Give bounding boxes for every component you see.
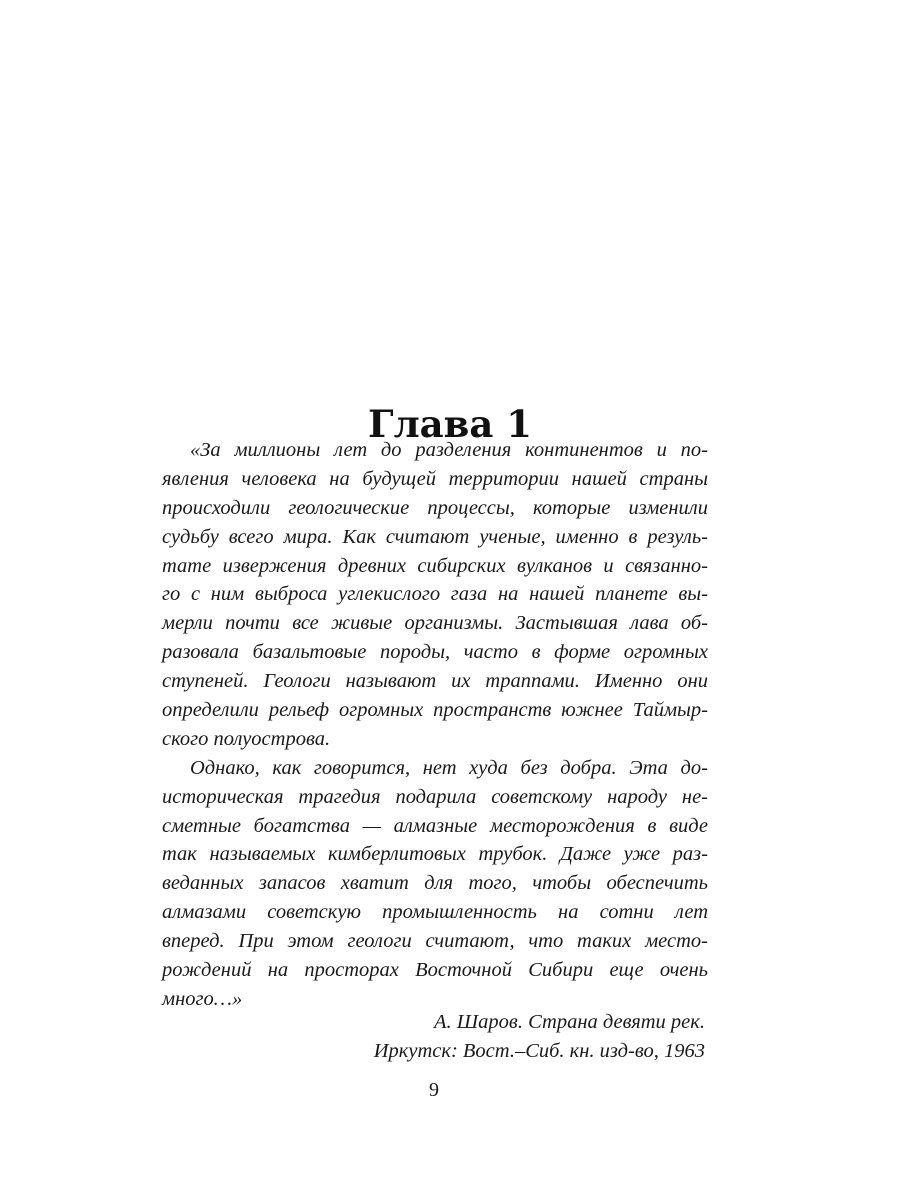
- attribution-author-work: А. Шаров. Страна девяти рек.: [434, 1011, 705, 1033]
- epigraph-paragraph-2: [162, 754, 708, 1014]
- epigraph-line: разовала базальтовые породы, часто в форме огромных: [162, 641, 708, 664]
- epigraph-line: ского полуострова.: [162, 727, 331, 750]
- epigraph-line: происходили геологические процессы, которые изменили: [162, 496, 708, 519]
- epigraph-line: алмазами советскую промышленность на сотни лет: [162, 901, 708, 924]
- epigraph-line: определили рельеф огромных пространств южнее Таймыр-: [162, 699, 708, 722]
- epigraph-line: ступеней. Геологи называют их траппами. Именно они: [162, 670, 708, 693]
- epigraph-line: явления человека на будущей территории нашей страны: [162, 467, 708, 490]
- epigraph-line: тате извержения древних сибирских вулканов и связанно-: [162, 554, 708, 577]
- page-number: 9: [429, 1079, 439, 1101]
- epigraph-line: сметные богатства — алмазные месторождения в виде: [162, 814, 708, 837]
- chapter-title: Глава 1: [368, 401, 532, 446]
- epigraph-line: Однако, как говорится, нет худа без добра. Эта до-: [190, 756, 708, 779]
- epigraph-line: веданных запасов хватит для того, чтобы обеспечить: [162, 872, 708, 895]
- epigraph-line: вперед. При этом геологи считают, что таких место-: [162, 930, 708, 953]
- epigraph-line: историческая трагедия подарила советскому народу не-: [162, 785, 708, 808]
- epigraph-line: так называемых кимберлитовых трубок. Даже уже раз-: [162, 843, 708, 866]
- epigraph-line: го с ним выброса углекислого газа на нашей планете вы-: [162, 583, 708, 606]
- epigraph-line: судьбу всего мира. Как считают ученые, именно в резуль-: [162, 525, 708, 548]
- epigraph-paragraph-1: [162, 436, 708, 754]
- epigraph: [162, 436, 708, 1014]
- epigraph-line: «За миллионы лет до разделения континентов и по-: [190, 439, 708, 461]
- epigraph-attribution: [374, 1008, 705, 1066]
- epigraph-line: много…»: [162, 987, 243, 1010]
- attribution-publisher: Иркутск: Вост.–Сиб. кн. изд-во, 1963: [373, 1040, 705, 1062]
- epigraph-line: мерли почти все живые организмы. Застывшая лава об-: [162, 612, 708, 635]
- epigraph-line: рождений на просторах Восточной Сибири еще очень: [162, 959, 708, 982]
